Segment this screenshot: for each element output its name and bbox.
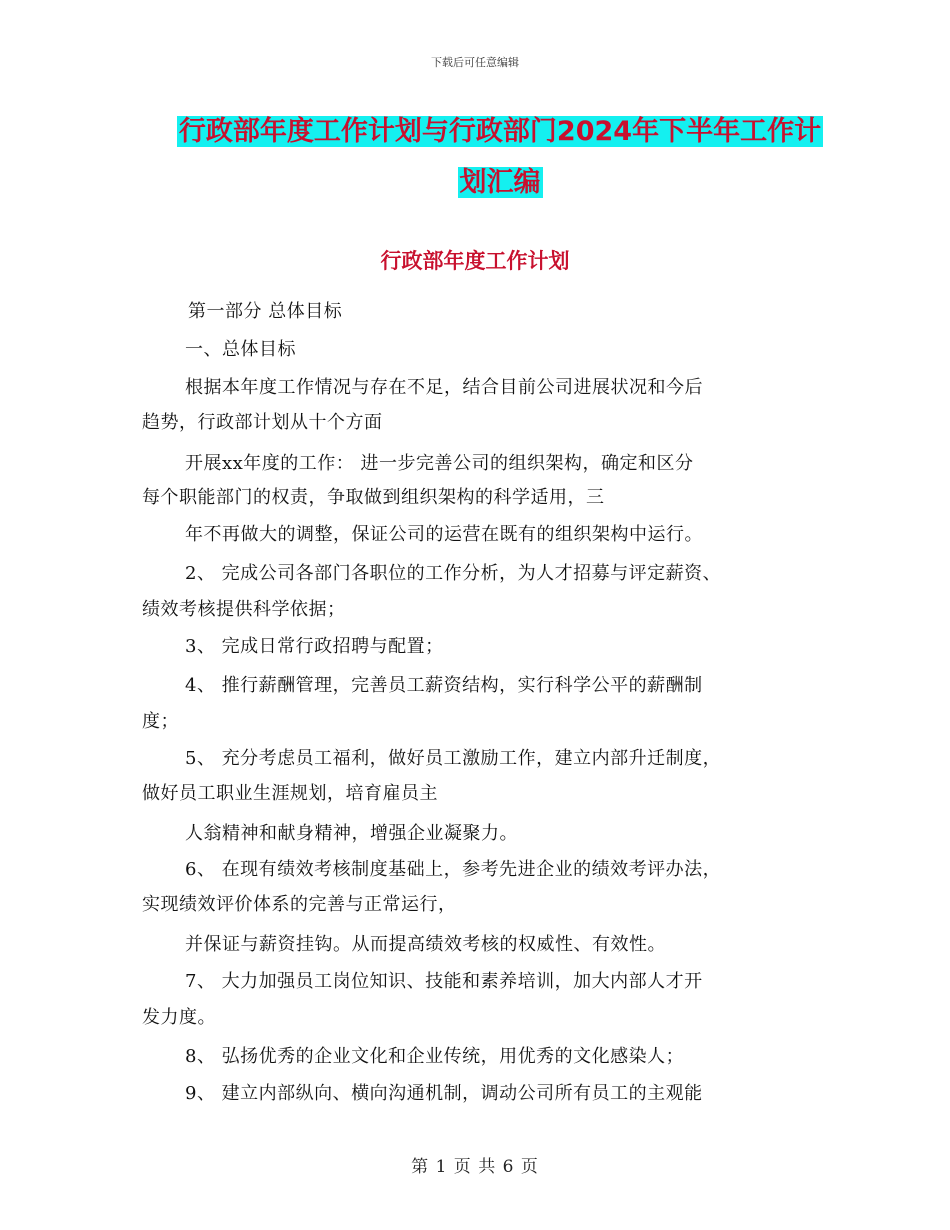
body-line: 绩效考核提供科学依据；: [142, 599, 346, 620]
body-line: 9、 建立内部纵向、横向沟通机制，调动公司所有员工的主观能: [185, 1083, 703, 1104]
body-line: 3、 完成日常行政招聘与配置；: [185, 636, 444, 657]
body-line: 6、 在现有绩效考核制度基础上，参考先进企业的绩效考评办法，: [185, 859, 722, 880]
body-line: 7、 大力加强员工岗位知识、技能和素养培训，加大内部人才开: [185, 971, 703, 992]
body-line: 一、总体目标: [185, 339, 296, 360]
body-line: 年不再做大的调整，保证公司的运营在既有的组织架构中运行。: [185, 524, 703, 545]
section-title: 行政部年度工作计划: [380, 249, 570, 273]
body-line: 度；: [142, 711, 179, 732]
body-line: 5、 充分考虑员工福利，做好员工激励工作，建立内部升迁制度，: [185, 748, 722, 769]
body-line: 发力度。: [142, 1007, 216, 1028]
body-line: 实现绩效评价体系的完善与正常运行，: [142, 894, 457, 915]
body-line: 2、 完成公司各部门各职位的工作分析，为人才招募与评定薪资、: [185, 563, 722, 584]
page-footer: 第 1 页 共 6 页: [411, 1157, 539, 1177]
body-line: 趋势，行政部计划从十个方面: [142, 412, 383, 433]
body-line: 8、 弘扬优秀的企业文化和企业传统，用优秀的文化感染人；: [185, 1046, 685, 1067]
body-line: 第一部分 总体目标: [188, 301, 343, 322]
document-title: [140, 106, 860, 208]
body-line: 做好员工职业生涯规划，培育雇员主: [142, 783, 438, 804]
body-line: 并保证与薪资挂钩。从而提高绩效考核的权威性、有效性。: [185, 934, 666, 955]
body-line: 人翁精神和献身精神，增强企业凝聚力。: [185, 823, 518, 844]
document-title-line-2: 划汇编: [459, 167, 541, 198]
header-note: 下载后可任意编辑: [431, 56, 519, 69]
document-title-line-1: 行政部年度工作计划与行政部门2024年下半年工作计: [178, 116, 822, 147]
body-line: 根据本年度工作情况与存在不足，结合目前公司进展状况和今后: [185, 377, 703, 398]
body-line: 4、 推行薪酬管理，完善员工薪资结构，实行科学公平的薪酬制: [185, 675, 703, 696]
body-line: 开展xx年度的工作： 进一步完善公司的组织架构，确定和区分: [185, 453, 694, 474]
body-line: 每个职能部门的权责，争取做到组织架构的科学适用，三: [142, 487, 605, 508]
